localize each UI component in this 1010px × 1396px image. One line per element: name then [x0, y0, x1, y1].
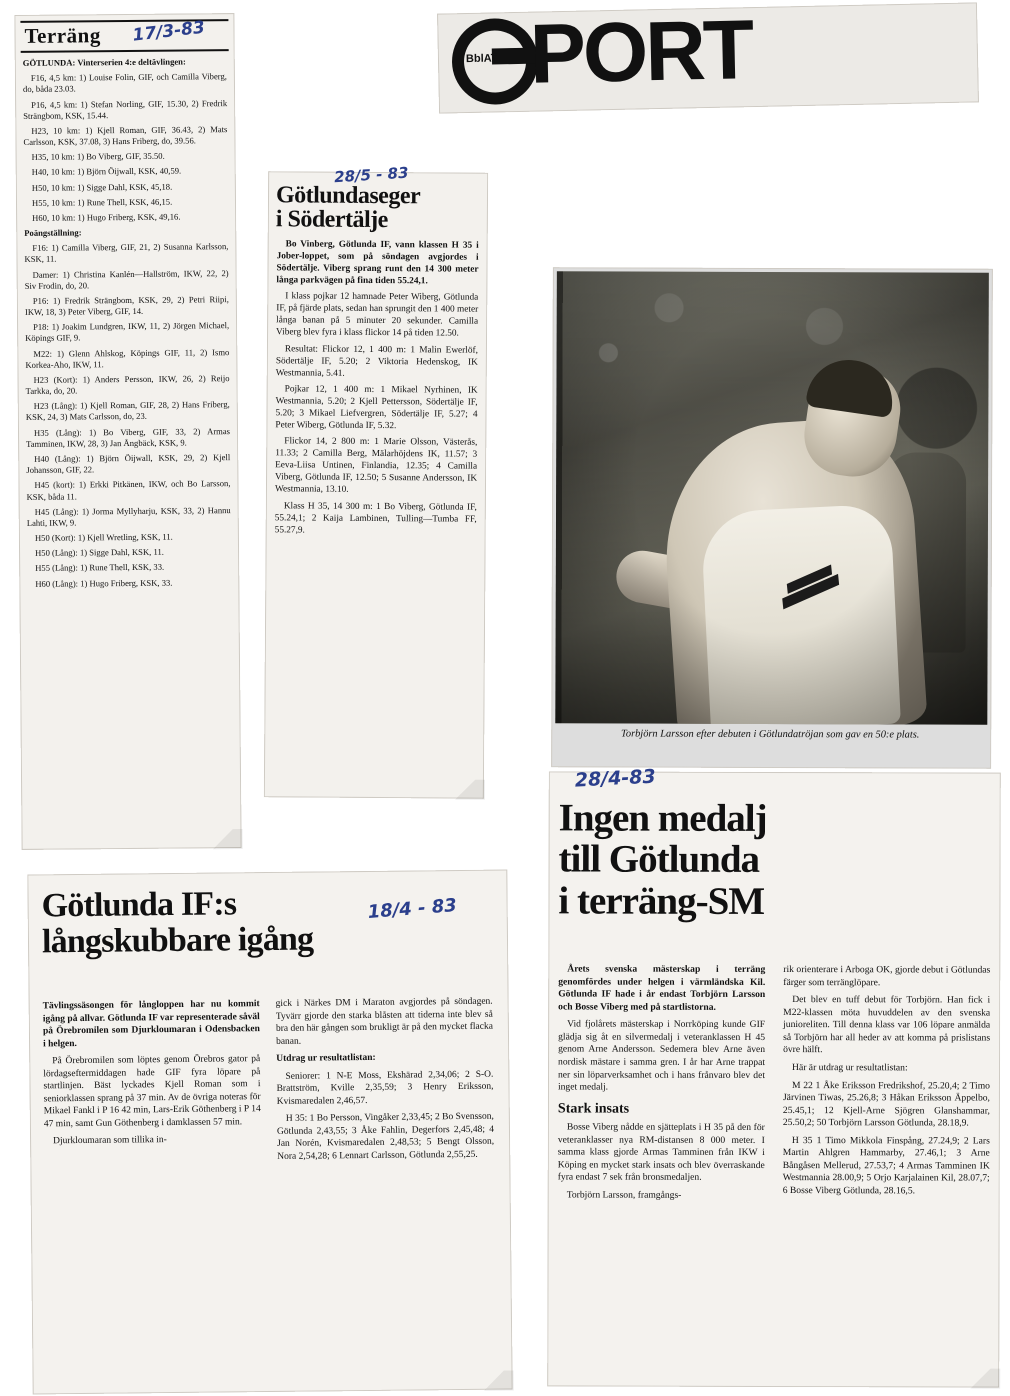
- terrang-standing-line: H55 (Lång): 1) Rune Thell, KSK, 33.: [35, 562, 165, 574]
- terrang-standing-line: P18: 1) Joakim Lundgren, IKW, 11, 2) Jörgen Michael, Köpings GIF, 9.: [25, 320, 230, 344]
- terrang-standing-line: H45 (kort): 1) Erkki Pitkänen, IKW, och Bo Larsson, KSK, båda 11.: [26, 478, 231, 502]
- handwritten-date-terrang: 17/3-83: [131, 17, 206, 46]
- terrang-result-line: H23, 10 km: 1) Kjell Roman, GIF, 36.43, 2) Mats Carlsson, KSK, 37.08, 3) Hans Friberg, do, 39.56.: [23, 123, 228, 147]
- newspaper-logo-icon: [451, 18, 539, 106]
- medalj-headline-line2: till Götlunda: [558, 837, 760, 882]
- medalj-paragraph: rik orienterare i Arboga OK, gjorde debut i Götlundas färger som terränglöpare.: [783, 964, 991, 988]
- terrang-result-line: H60, 10 km: 1) Hugo Friberg, KSK, 49,16.: [32, 211, 181, 223]
- terrang-result-line: P16, 4,5 km: 1) Stefan Norling, GIF, 15.30, 2) Fredrik Strängbom, KSK, 15.44.: [23, 97, 228, 121]
- terrang-standings-heading: Poängställning:: [24, 227, 82, 238]
- medalj-paragraph: Bosse Viberg nådde en sjätteplats i H 35 på den för veteranklasser nya RM-distansen 8 000 meter. I samma klass gjorde Armas Tamminen från IKW i Köping en mycket stark insats och blev överraskande fyra endast 7 sek från bronsmedaljen.: [557, 1121, 765, 1184]
- langskubbare-results: H 35: 1 Bo Persson, Vingåker 2,33,45; 2 Bo Svensson, Götlunda 2,43,55; 3 Åke Fahlin, Degerfors 2,45,48; 4 Jan Norén, Kvismaredalen 2,48,53; 5 Bengt Olsson, Nora 2,54,28; 6 Lennart Carlsson, Götlunda 2,55,25.: [276, 1111, 495, 1162]
- langskubbare-headline: [41, 884, 496, 961]
- sodertalje-headline-line1: Götlundaseger: [275, 182, 421, 210]
- sodertalje-results: Pojkar 12, 1 400 m: 1 Mikael Nyrhinen, IK Westmannia, 5.20; 2 Kjell Pettersson, Södertälje IF, 5.20; 3 Mikael Liefvergren, Södertälje IF, 5.27; 4 Peter Wiberg, Götlunda IF, 5.32.: [275, 384, 478, 432]
- terrang-standing-line: H50 (Kort): 1) Kjell Wretling, KSK, 11.: [34, 531, 173, 543]
- langskubbare-paragraph: På Örebromilen som löptes genom Örebros gator på lördagseftermiddagen hade GIF fyra löpare på startlinjen. Bäst lyckades Kjell Roman som i seniorklassen sprang på 37 min. Av de övriga noteras för Mikael Fankl i P 16 42 min, Lars-Erik Göthenberg i P 14 47 min, samt Gun Göthenberg i damklassen 57 min.: [43, 1054, 261, 1130]
- medalj-paragraph: Vid fjolårets mästerskap i Norrköping kunde GIF glädja sig åt en silvermedalj i veteranklassen H 45 genom Arne Andersson. Sedemera blev Arne även nordisk mästare i samma gren. I år har Arne trappat ner sin löparverksamhet och i hans frånvaro blev det inget medalj.: [557, 1018, 766, 1093]
- sodertalje-body: [266, 236, 488, 549]
- terrang-results-clipping: [14, 13, 241, 850]
- terrang-result-line: H55, 10 km: 1) Rune Thell, KSK, 46,15.: [31, 196, 173, 208]
- medalj-results-intro: Här är utdrag ur resultatlistan:: [792, 1061, 908, 1074]
- sodertalje-results: Resultat: Flickor 12, 1 400 m: 1 Malin Ewerlöf, Södertälje IF, 5.20; 2 Viktoria Hedenskog, IK Westmannia, 5.41.: [275, 343, 478, 379]
- terrang-standing-line: P16: 1) Fredrik Strängbom, KSK, 29, 2) Petri Riipi, IKW, 18, 3) Peter Viberg, GIF, 14.: [24, 294, 229, 317]
- medalj-headline-line3: i terräng-SM: [558, 879, 765, 923]
- sodertalje-article-clipping: [264, 163, 488, 799]
- medalj-body-columns: [557, 963, 990, 1374]
- terrang-intro: GÖTLUNDA: Vinterserien 4:e deltävlingen:: [22, 56, 186, 68]
- sodertalje-paragraph: I klass pojkar 12 hamnade Peter Wiberg, Götlunda IF, på fjärde plats, sedan han sprungit den 1 400 meter långa banan på 5 minuter 20 sekunder. Camilla Viberg blev fyra i klass flickor 14 på tiden 12.50.: [276, 291, 479, 340]
- langskubbare-body-columns: [43, 996, 497, 1381]
- medalj-headline-line1: Ingen medalj: [558, 796, 767, 840]
- terrang-standing-line: Damer: 1) Christina Kanlén—Hallström, IKW, 22, 2) Siv Frodin, do, 20.: [24, 267, 229, 291]
- handwritten-date-medalj: 28/4-83: [574, 765, 657, 792]
- terrang-standing-line: H23 (Lång): 1) Kjell Roman, GIF, 28, 2) Hans Friberg, KSK, 24, 3) Mats Carlsson, do, 23.: [25, 399, 230, 423]
- langskubbare-results: Seniorer: 1 N-E Moss, Ekshärad 2,34,06; 2 S-O. Brattström, Kville 2,35,59; 3 Henry Eriksson, Kvismaredalen 2,46,57.: [276, 1069, 494, 1107]
- medalj-paragraph: Torbjörn Larsson, framgångs-: [566, 1189, 682, 1201]
- medalj-headline: [558, 797, 990, 922]
- sodertalje-headline: [276, 183, 480, 233]
- sodertalje-headline-line2: i Södertälje: [275, 206, 388, 234]
- terrang-standing-line: H60 (Lång): 1) Hugo Friberg, KSK, 33.: [35, 577, 173, 589]
- medalj-paragraph: Det blev en tuff debut för Torbjörn. Han fick i M22-klassen möta huvuddelen av den svenska junioreliten. Till denna klass var 106 löpare anmälda så Torbjörn har all heder av att komma på prislistans övre hälft.: [783, 994, 991, 1056]
- handwritten-date-sodertalje: 28/5 - 83: [333, 163, 409, 187]
- terrang-sm-article-clipping: [547, 765, 1001, 1387]
- terrang-standing-line: H40 (Lång): 1) Björn Öijwall, KSK, 29, 2) Kjell Johansson, GIF, 22.: [26, 452, 231, 476]
- langskubbare-paragraph: gick i Närkes DM i Maraton avgjordes på söndagen. Tyvärr gjorde den starka blåsten att tiderna inte blev så bra den här gången som brukligt är på den mycket flacka banan.: [275, 996, 493, 1047]
- sodertalje-results: Klass H 35, 14 300 m: 1 Bo Viberg, Götlunda IF, 55.24,1; 2 Kaija Lambinen, Tulling—Tumba FF, 55.27,9.: [274, 500, 477, 536]
- langskubbare-article-clipping: [27, 870, 512, 1395]
- sport-banner-title: PORT: [528, 2, 753, 101]
- medalj-results: M 22 1 Åke Eriksson Fredrikshof, 25.20,4; 2 Timo Järvinen Tiwas, 25.26,8; 3 Håkan Eriksson Äppelbo, 25.45,1; 12 Kjell-Arne Sjögren Glanshammar, 25.50,2; 50 Torbjörn Larsson Götlunda, 28.18,9.: [782, 1079, 990, 1129]
- medalj-subheading: Stark insats: [557, 1101, 630, 1117]
- terrang-standing-line: M22: 1) Glenn Ahlskog, Köpings GIF, 11, 2) Ismo Korkea-Aho, IKW, 11.: [25, 346, 230, 370]
- terrang-result-line: H40, 10 km: 1) Björn Öijwall, KSK, 40,59.: [31, 165, 182, 178]
- terrang-standing-line: F16: 1) Camilla Viberg, GIF, 21, 2) Susanna Karlsson, KSK, 11.: [24, 241, 229, 265]
- terrang-standing-line: H45 (Lång): 1) Jorma Myllyharju, KSK, 33, 2) Hannu Lahti, IKW, 9.: [26, 504, 231, 528]
- medalj-lead: Årets svenska mästerskap i terräng genomfördes under helgen i värmländska Kil. Götlunda IF hade i år endast Torbjörn Larsson och Bosse Viberg med på startlistorna.: [558, 963, 766, 1013]
- terrang-masthead: Terräng: [20, 19, 228, 53]
- langskubbare-headline-line1: Götlunda IF:s: [41, 885, 237, 925]
- photo-clipping: [551, 267, 993, 769]
- terrang-standing-line: H23 (Kort): 1) Anders Persson, IKW, 26, 2) Reijo Tarkka, do, 20.: [25, 373, 230, 397]
- photo-caption: Torbjörn Larsson efter debuten i Götlundatröjan som gav en 50:e plats.: [621, 728, 920, 741]
- sodertalje-lead: Bo Vinberg, Götlunda IF, vann klassen H 35 i Jober-loppet, som på söndagen avgjordes i Södertälje. Viberg sprang runt den 14 300 meter långa parkvägen på fina tiden 55.24,1.: [276, 239, 479, 287]
- logo-tag-label: BblAT: [465, 52, 498, 66]
- terrang-body: [15, 53, 240, 600]
- handwritten-date-langskubbare: 18/4 - 83: [366, 894, 458, 924]
- langskubbare-paragraph: Djurkloumaran som tillika in-: [53, 1135, 167, 1147]
- terrang-standing-line: H35 (Lång): 1) Bo Viberg, GIF, 33, 2) Armas Tamminen, IKW, 28, 3) Jan Ångbäck, KSK, 9.: [26, 425, 231, 449]
- terrang-standing-line: H50 (Lång): 1) Sigge Dahl, KSK, 11.: [35, 546, 164, 559]
- runner-photograph: [555, 271, 989, 725]
- sodertalje-results: Flickor 14, 2 800 m: 1 Marie Olsson, Västerås, 11.33; 2 Camilla Berg, Mälarhöjdens IK, 11.57; 3 Eeva-Liisa Untinen, Finlandia, 12.35; 4 Camilla Viberg, Götlunda IF, 12.50; 5 Susanne Andersson, IK Westmannia, 13.10.: [274, 436, 478, 496]
- terrang-result-line: H35, 10 km: 1) Bo Viberg, GIF, 35.50.: [31, 150, 165, 163]
- langskubbare-headline-line2: långskubbare igång: [41, 920, 314, 961]
- sport-banner-clipping: [437, 2, 979, 113]
- terrang-result-line: H50, 10 km: 1) Sigge Dahl, KSK, 45,18.: [31, 181, 173, 193]
- langskubbare-results-intro: Utdrag ur resultatlistan:: [276, 1053, 376, 1065]
- langskubbare-lead: Tävlingssäsongen för långloppen har nu kommit igång på allvar. Götlunda IF var representerade såväl på Örebromilen som Djurkloumaran i Odensbacken i helgen.: [42, 999, 260, 1049]
- medalj-results: H 35 1 Timo Mikkola Finspång, 27.24,9; 2 Lars Martin Ahlgren Hammarby, 27.46,1; 3 Arne Bångåsen Mellerud, 27.53,7; 4 Armas Tamminen IK Westmannia 28.00,9; 5 Orjo Karjalainen Kil, 28.07,7; 6 Bosse Viberg Götlunda, 28.16,5.: [782, 1134, 990, 1197]
- terrang-result-line: F16, 4,5 km: 1) Louise Folin, GIF, och Camilla Viberg, do, båda 23.03.: [22, 71, 227, 95]
